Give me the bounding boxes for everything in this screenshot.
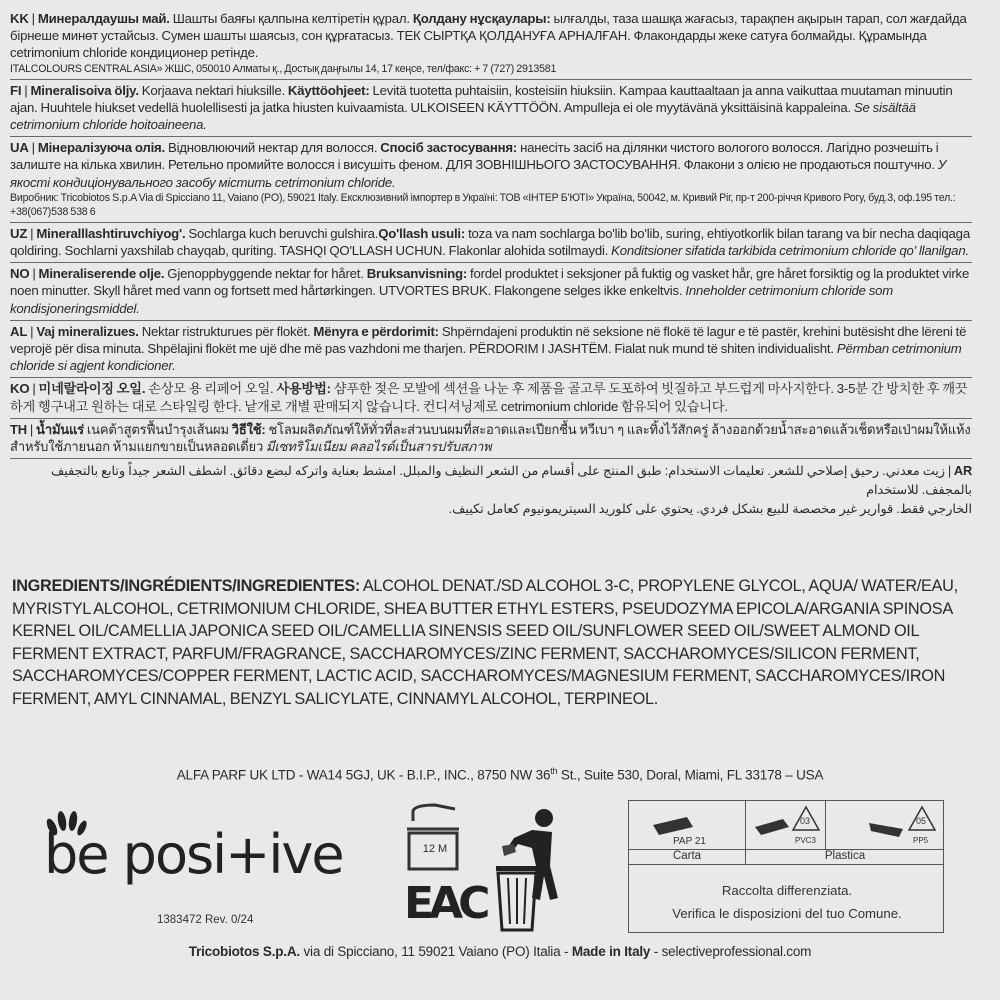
usage-label: Спосіб застосування: [380, 140, 518, 156]
pp-material-icon [867, 817, 907, 841]
usage-label: Bruksanvisning: [366, 266, 468, 282]
product-desc: เนคต้าสูตรฟื้นบำรุงเส้นผม [86, 421, 229, 437]
product-name: Vaj mineralizues. [36, 323, 139, 339]
product-desc: Korjaava nektari hiuksille. [141, 82, 285, 98]
pvc-material-icon [753, 815, 791, 839]
table-divider [629, 864, 943, 865]
lang-ar: AR | زيت معدني. رحيق إصلاحي للشعر. تعليمات الاستخدام: طبق المنتج على أقسام من الشعر النظيف والمبلل. امشط بعناية واتركه لبضع دقائق. اشطف الشعر جيداً وتابع بالتجفيف بالمجفف. للاستخدام الخارجي فقط. قوارير غير مخصصة للبيع بشكل فردي. يحتوي على كلوريد السيتريمونيوم كعامل تكييف. [51, 462, 972, 516]
paper-group-label: Carta [672, 850, 702, 862]
made-in-italy: Made in Italy [571, 944, 651, 959]
lang-code: KO [10, 381, 30, 397]
conditioner-note: Inneholder cetrimonium chloride som kondisjoneringsmiddel. [10, 283, 894, 316]
conditioner-note: Përmban cetrimonium chloride si agjent kondicioner. [10, 341, 962, 374]
address-part2: St., Suite 530, Doral, Miami, FL 33178 – USA [557, 767, 824, 783]
pao-jar-icon [405, 803, 465, 873]
ingredients-heading: INGREDIENTS/INGRÉDIENTS/INGREDIENTES: [12, 577, 361, 595]
revision-code: 1383472 Rev. 0/24 [157, 914, 254, 926]
usage-label: Käyttöohjeet: [287, 82, 370, 98]
lang-code: KK [10, 11, 29, 26]
company-address: via di Spicciano, 11 59021 Vaiano (PO) Italia - [299, 944, 572, 959]
lang-fi: FI | Mineralisoiva öljy. Korjaava nektari hiuksille. Käyttöohjeet: Levitä tuotetta puhtaisiin, kosteisiin hiuksiin. Kampaa kauttaaltaan ja anna vaikuttaa muutaman minuutin ajan. Huuhtele hiukset vedellä huolellisesti ja jatka hiusten kuivaamista. ULKOISEEN KÄYTTÖÖN. Ampulleja ei ole myytävänä yksittäisinä kappaleina. Se sisältää cetrimonium chloride hoitoaineena. [10, 80, 972, 138]
lang-th: TH | น้ำมันแร่ เนคต้าสูตรฟื้นบำรุงเส้นผม วิธีใช้: ชโลมผลิตภัณฑ์ให้ทั่วที่ละส่วนบนผมที่สะอาดและเปียกชื้น หวีเบา ๆ และทิ้งไว้สักครู่ ล้างออกด้วยน้ำสะอาดแล้วเช็ดหรือเป่าผมให้แห้ง สำหรับใช้ภายนอก ห้ามแยกขายเป็นหลอดเดี่ยว มีเซทริโมเนียม คลอไรด์เป็นสารปรับสภาพ [10, 419, 972, 459]
importer-info: ITALCOLOURS CENTRAL ASIA» ЖШС, 050010 Алматы қ., Достық даңғылы 14, 17 кеңсе, тел/факс: + 7 (727) 2913581 [10, 62, 557, 75]
product-name: 미네랄라이징 오일. [38, 381, 146, 397]
website: - selectiveprofessional.com [650, 944, 812, 959]
lang-kk: KK | Минералдаушы май. Шашты баяғы қалпына келтіретін құрал. Қолдану нұсқаулары: ылғалды, таза шашқа жағасыз, тарақпен ақырын тарап, сол жағдайда бірнеше минөт устайсыз. Сумен шашты шаясыз, сон құрғатасыз. ТЕК СЫРТҚА ҚОЛДАНУҒА АРНАЛҒАН. Флакондарды жеке сатуға болмайды. Құрамында cetrimonium chloride кондиционер ретінде. ITALCOLOURS CENTRAL ASIA» ЖШС, 050010 Алматы қ., Достық даңғылы 14, 17 кеңсе, тел/факс: + 7 (727) 2913581 [10, 8, 972, 80]
product-desc: Sochlarga kuch beruvchi gulshira. [188, 225, 379, 241]
usage-text: 샴푸한 젖은 모발에 섹션을 나눈 후 제품을 골고루 도포하여 빗질하고 부드럽게 마사지한다. 3-5분 간 방치한 후 깨끗하게 헹구내고 원하는 대로 스타일링 한다. 낱개로 개별 판매되지 않습니다. 컨디셔닝제로 cetrimonium chloride 함유되어 있습니다. [10, 381, 968, 414]
product-name: Mineralllashtiruvchiyog'. [36, 225, 186, 241]
arabic-text-line1: زيت معدني. رحيق إصلاحي للشعر. تعليمات الاستخدام: طبق المنتج على أقسام من الشعر النظيف والمبلل. امشط بعناية واتركه لبضع دقائق. اشطف الشعر جيداً وتابع بالتجفيف بالمجفف. للاستخدام [51, 462, 972, 497]
importer-info: Виробник: Tricobiotos S.p.A Via di Spicciano 11, Vaiano (PO), 59021 Italy. Ексклюзивний імпортер в Україні: ТОВ «ІНТЕР Б'ЮТІ» Україна, 50042, м. Кривий Ріг, пр-т 200-річчя Кривого Рогу, буд.3, оф.195 тел.: +38(067)538 538 6 [10, 191, 956, 218]
lang-code: UZ [10, 225, 28, 241]
usage-text: ылғалды, таза шашқа жағасыз, тарақпен ақырын тарап, сол жағдайда бірнеше минөт устайсыз. Сумен шашты шаясыз, сон құрғатасыз. ТЕК СЫРТҚА ҚОЛДАНУҒА АРНАЛҒАН. Флакондарды жеке сатуға болмайды. Құрамында cetrimonium chloride кондиционер ретінде. [10, 11, 967, 61]
conditioner-note: Se sisältää cetrimonium chloride hoitoaineena. [10, 99, 916, 133]
recycling-check-message: Verifica le disposizioni del tuo Comune. [672, 906, 902, 921]
recycling-message: Raccolta differenziata. [721, 883, 853, 898]
conditioner-note: У якості кондиціонувального засобу містить cetrimonium chloride. [10, 157, 947, 190]
pvc-number: 03 [800, 816, 811, 826]
address-sup: th [550, 766, 558, 776]
distributor-address [0, 766, 1000, 783]
usage-text: ชโลมผลิตภัณฑ์ให้ทั่วที่ละส่วนบนผมที่สะอาดและเปียกชื้น หวีเบา ๆ และทิ้งไว้สักครู่ ล้างออกด้วยน้ำสะอาดแล้วเช็ดหรือเป่าผมให้แห้ง สำหรับใช้ภายนอก ห้ามแยกขายเป็นหลอดเดี่ยว [10, 421, 971, 454]
eac-certification-mark [404, 878, 486, 929]
product-name: Mineraliserende olje. [38, 266, 165, 282]
usage-label: Mënyra e përdorimit: [313, 323, 439, 339]
lang-code: NO [10, 266, 30, 282]
product-desc: 손상모 용 리페어 오일. [148, 381, 274, 397]
pap-code: PAP 21 [673, 836, 706, 847]
usage-label: Қолдану нұсқаулары: [412, 11, 551, 26]
product-name: Минералдаушы май. [37, 11, 170, 26]
product-name: น้ำมันแร่ [35, 421, 84, 437]
lang-code: TH [10, 421, 27, 437]
usage-text: Levitä tuotetta puhtaisiin, kosteisiin hiuksiin. Kampaa kauttaaltaan ja anna vaikuttaa muutaman minuutin ajan. Huuhtele hiukset vedellä huolellisesti ja jatka hiusten kuivaamista. ULKOISEEN KÄYTTÖÖN. Ampulleja ei ole myytävänä yksittäisinä kappaleina. [10, 82, 953, 115]
lang-ua: UA | Мінералізуюча олія. Відновлюючий нектар для волосся. Спосіб застосування: нанесіть засіб на ділянки чистого вологого волосся. Лагідно розчешіть і залиште на кілька хвилин. Ретельно промийте волосся і висушіть феном. ДЛЯ ЗОВНІШНЬОГО ЗАСТОСУВАННЯ. Флакони з олією не продаються поштучно. У якості кондиціонувального засобу містить cetrimonium chloride. Виробник: Tricobiotos S.p.A Via di Spicciano 11, Vaiano (PO), 59021 Italy. Ексклюзивний імпортер в Україні: ТОВ «ІНТЕР Б'ЮТІ» Україна, 50042, м. Кривий Ріг, пр-т 200-річчя Кривого Рогу, буд.3, оф.195 тел.: +38(067)538 538 6 [10, 137, 972, 223]
lang-code: UA [10, 140, 29, 156]
lang-code: AR [953, 462, 972, 478]
plastic-group-label: Plastica [824, 850, 866, 862]
conditioner-note: Konditsioner sifatida tarkibida cetrimonium chloride qo' llanilgan. [611, 243, 969, 259]
pp-number: 05 [916, 816, 927, 826]
product-name: Mineralisoiva öljy. [30, 82, 139, 98]
lang-code: FI [10, 82, 22, 98]
ingredients-list [12, 575, 982, 710]
tidyman-bin-icon [488, 808, 568, 938]
manufacturer-info [0, 944, 1000, 959]
usage-label: 사용방법: [276, 381, 331, 397]
pp-label: PP5 [913, 836, 929, 845]
be-positive-logo [44, 810, 364, 910]
lang-ko: KO | 미네랄라이징 오일. 손상모 용 리페어 오일. 사용방법: 샴푸한 젖은 모발에 섹션을 나눈 후 제품을 골고루 도포하여 빗질하고 부드럽게 마사지한다. 3-5분 간 방치한 후 깨끗하게 헹구내고 원하는 대로 스타일링 한다. 낱개로 개별 판매되지 않습니다. 컨디셔닝제로 cetrimonium chloride 함유되어 있습니다. [10, 378, 972, 418]
usage-label: Qo'llash usuli: [378, 225, 466, 241]
product-desc: Шашты баяғы қалпына келтіретін құрал. [172, 11, 410, 26]
product-desc: Gjenoppbyggende nektar for håret. [167, 266, 364, 282]
usage-text: fordel produktet i seksjoner på fuktig og vasket hår, gre håret forsiktig og la produktet virke noen minutter. Skyll håret med vann og fortsett med hårtørkingen. UTVORTES BRUK. Flakongene selges ikke enkeltvis. [10, 266, 970, 299]
product-desc: Nektar ristrukturues për flokët. [141, 323, 311, 339]
lang-uz: UZ | Mineralllashtiruvchiyog'. Sochlarga kuch beruvchi gulshira.Qo'llash usuli: toza va nam sochlarga bo'lib bo'lib, suring, ehtiyotkorlik bilan tarang va bir necha daqiqaga qoldiring. Sochlarni yaxshilab chayqab, quriting. TASHQI QO'LLASH UCHUN. Flakonlar alohida sotilmaydi. Konditsioner sifatida tarkibida cetrimonium chloride qo' llanilgan. [10, 223, 972, 263]
lang-code: AL [10, 323, 28, 339]
pvc-label: PVC3 [795, 836, 816, 845]
product-name: Мінералізуюча олія. [37, 140, 165, 156]
usage-text: нанесіть засіб на ділянки чистого вологого волосся. Лагідно розчешіть і залиште на кілька хвилин. Ретельно промийте волосся і висушіть феном. ДЛЯ ЗОВНІШНЬОГО ЗАСТОСУВАННЯ. Флакони з олією не продаються поштучно. [10, 140, 939, 173]
table-divider [825, 801, 826, 849]
company-name: Tricobiotos S.p.A. [188, 944, 300, 959]
recycling-info-table [628, 800, 944, 933]
arabic-text-line2: الخارجي فقط. قوارير غير مخصصة للبيع بشكل فردي. يحتوي على كلوريد السيتريمونيوم كعامل تكييف. [448, 500, 972, 516]
usage-label: วิธีใช้: [231, 421, 266, 437]
pao-label: 12 M [422, 843, 448, 855]
conditioner-note: มีเซทริโมเนียม คลอไรด์เป็นสารปรับสภาพ [265, 438, 492, 454]
product-desc: Відновлюючий нектар для волосся. [167, 140, 378, 156]
lang-no: NO | Mineraliserende olje. Gjenoppbyggende nektar for håret. Bruksanvisning: fordel produktet i seksjoner på fuktig og vasket hår, gre håret forsiktig og la produktet virke noen minutter. Skyll håret med vann og fortsett med hårtørkingen. UTVORTES BRUK. Flakongene selges ikke enkeltvis. Inneholder cetrimonium chloride som kondisjoneringsmiddel. [10, 263, 972, 321]
address-part1: ALFA PARF UK LTD - WA14 5GJ, UK - B.I.P., INC., 8750 NW 36 [176, 767, 551, 783]
usage-text: Shpërndajeni produktin në seksione në flokë të lagur e të pastër, krehini butësisht dhe lëreni të veprojë për disa minuta. Shpëlajini flokët me ujë dhe më pas vazhdoni me tharjen. PËRDORIM I JASHTËM. Fialat nuk mund të shiten individualisht. [10, 323, 967, 357]
eac-text: EAC [404, 878, 486, 929]
usage-text: toza va nam sochlarga bo'lib bo'lib, suring, ehtiyotkorlik bilan tarang va bir necha daqiqaga qoldiring. Sochlarni yaxshilab chayqab, quriting. TASHQI QO'LLASH UCHUN. Flakonlar alohida sotilmaydi. [10, 225, 970, 259]
lang-al: AL | Vaj mineralizues. Nektar ristrukturues për flokët. Mënyra e përdorimit: Shpërndajeni produktin në seksione në flokë të lagur e të pastër, krehini butësisht dhe lëreni të veprojë për disa minuta. Shpëlajini flokët me ujë dhe më pas vazhdoni me tharjen. PËRDORIM I JASHTËM. Fialat nuk mund të shiten individualisht. Përmban cetrimonium chloride si agjent kondicioner. [10, 321, 972, 379]
logo-text: be posi+ive [44, 823, 343, 886]
multilingual-instructions [10, 8, 972, 521]
ingredients-text: ALCOHOL DENAT./SD ALCOHOL 3-C, PROPYLENE GLYCOL, AQUA/ WATER/EAU, MYRISTYL ALCOHOL, CETRIMONIUM CHLORIDE, SHEA BUTTER ETHYL ESTERS, PSEUDOZYMA EPICOLA/ARGANIA SPINOSA KERNEL OIL/CAMELLIA JAPONICA SEED OIL/CAMELLIA SINENSIS SEED OIL/SUNFLOWER SEED OIL/SWEET ALMOND OIL FERMENT EXTRACT, PARFUM/FRAGRANCE, SACCHAROMYCES/ZINC FERMENT, SACCHAROMYCES/SILICON FERMENT, SACCHAROMYCES/COPPER FERMENT, LACTIC ACID, SACCHAROMYCES/MAGNESIUM FERMENT, SACCHAROMYCES/IRON FERMENT, AMYL CINNAMAL, BENZYL SALICYLATE, CINNAMYL ALCOHOL, TERPINEOL. [12, 577, 958, 708]
